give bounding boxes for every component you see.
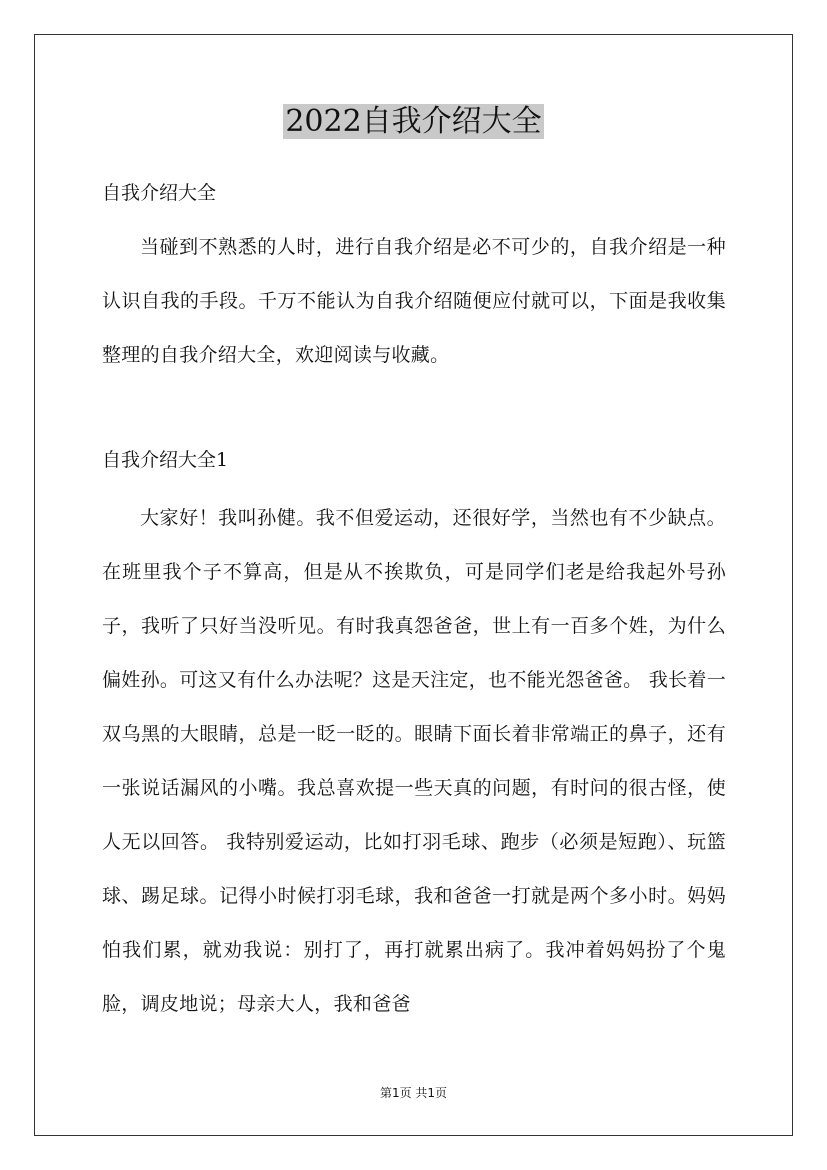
document-title [0,102,827,142]
section-heading-1: 自我介绍大全1 [102,449,229,471]
paragraph-intro: 当碰到不熟悉的人时，进行自我介绍是必不可少的，自我介绍是一种认识自我的手段。千万不能认为自我介绍随便应付就可以，下面是我收集整理的自我介绍大全，欢迎阅读与收藏。 [102,236,726,366]
document-body [102,176,726,1031]
paragraph-section-1: 大家好！我叫孙健。我不但爱运动，还很好学，当然也有不少缺点。在班里我个子不算高，但是从不挨欺负，可是同学们老是给我起外号孙子，我听了只好当没听见。有时我真怨爸爸，世上有一百多个姓，为什么偏姓孙。可这又有什么办法呢？这是天注定，也不能光怨爸爸。 我长着一双乌黑的大眼睛，总是一眨一眨的。眼睛下面长着非常端正的鼻子，还有一张说话漏风的小嘴。我总喜欢提一些天真的问题，有时问的很古怪，使人无以回答。 我特别爱运动，比如打羽毛球、跑步（必须是短跑）、玩篮球、踢足球。记得小时候打羽毛球，我和爸爸一打就是两个多小时。妈妈怕我们累，就劝我说：别打了，再打就累出病了。我冲着妈妈扮了个鬼脸，调皮地说；母亲大人，我和爸爸 [102,507,726,1015]
page-footer: 第1页 共1页 [379,1086,448,1100]
document-title-text: 2022自我介绍大全 [285,104,542,139]
section-heading-intro: 自我介绍大全 [102,182,217,204]
